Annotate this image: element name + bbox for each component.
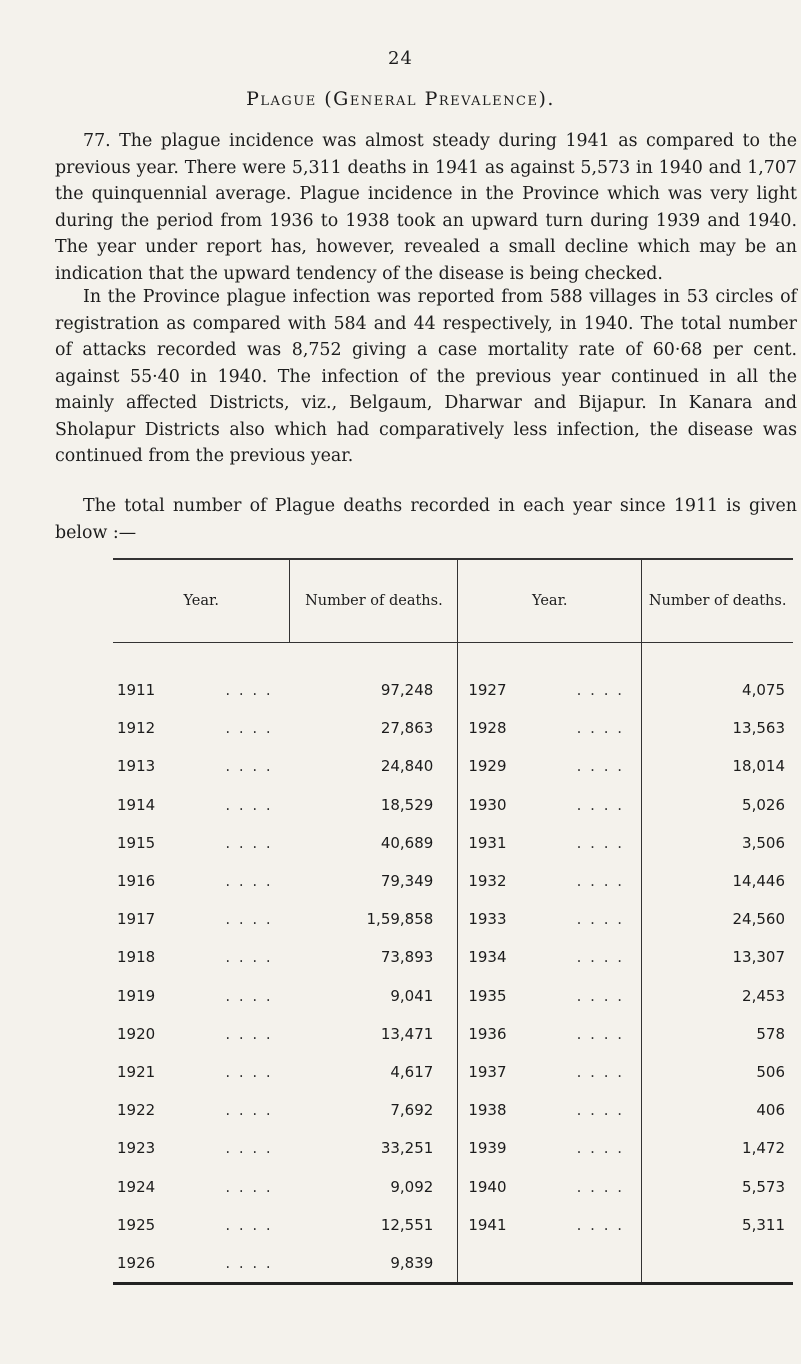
cell-leader-dots: . . . . (225, 795, 273, 814)
cell-leader-dots: . . . . (576, 1101, 625, 1120)
cell-leader-dots: . . . . (225, 833, 273, 852)
cell-deaths-right: 5,026 (642, 786, 793, 824)
table-row (113, 900, 793, 938)
cell-deaths-right: 14,446 (642, 862, 793, 900)
cell-deaths-right: 3,506 (642, 824, 793, 862)
table-row (113, 1091, 793, 1129)
table-row (113, 824, 793, 862)
cell-leader-dots: . . . . (225, 986, 273, 1005)
section-title: Plague (General Prevalence). (246, 88, 555, 110)
cell-year-left: 1912 (117, 719, 156, 738)
table-body (113, 643, 793, 1284)
paragraph-text: The total number of Plague deaths recorded in each year since 1911 is given below :— (55, 496, 797, 543)
cell-deaths-right: 13,307 (642, 938, 793, 976)
cell-year-right: 1932 (468, 872, 507, 891)
paragraph-table-intro (55, 493, 797, 546)
cell-year-right: 1935 (468, 986, 507, 1005)
cell-leader-dots: . . . . (576, 910, 625, 929)
cell-year-left: 1923 (117, 1139, 156, 1158)
cell-year-right: 1937 (468, 1062, 507, 1081)
cell-deaths-left: 12,551 (290, 1206, 458, 1244)
table-row (113, 1244, 793, 1284)
cell-leader-dots: . . . . (576, 872, 625, 891)
cell-deaths-right: 5,573 (642, 1167, 793, 1205)
cell-leader-dots: . . . . (225, 1101, 273, 1120)
cell-deaths-left: 40,689 (290, 824, 458, 862)
cell-year-left: 1918 (117, 948, 156, 967)
cell-leader-dots: . . . . (576, 948, 625, 967)
cell-leader-dots: . . . . (576, 1215, 625, 1234)
table-row (113, 747, 793, 785)
paragraph-77 (55, 128, 797, 287)
table-row (113, 786, 793, 824)
cell-year-left: 1924 (117, 1177, 156, 1196)
cell-year-left: 1917 (117, 910, 156, 929)
cell-leader-dots: . . . . (225, 872, 273, 891)
cell-deaths-left: 9,092 (290, 1167, 458, 1205)
header-year-right: Year. (458, 559, 642, 643)
header-deaths-left: Number of deaths. (290, 559, 458, 643)
cell-deaths-right: 24,560 (642, 900, 793, 938)
cell-year-right: 1931 (468, 833, 507, 852)
cell-leader-dots: . . . . (225, 1062, 273, 1081)
cell-deaths-left: 73,893 (290, 938, 458, 976)
cell-deaths-left: 27,863 (290, 709, 458, 747)
cell-deaths-right (642, 1244, 793, 1284)
cell-year-left: 1925 (117, 1215, 156, 1234)
cell-year-right (458, 1244, 569, 1284)
cell-leader-dots: . . . . (576, 757, 625, 776)
paragraph-text: 77. The plague incidence was almost steady during 1941 as compared to the previous year. There were 5,311 deaths in 1941 as against 5,573 in 1940 and 1,707 the quinquennial average. Plague incidence in the Province which was very light during the period from 1936 to 1938 took an upward turn during 1939 and 1940. The year under report has, however, revealed a small decline which may be an indication that the upward tendency of the disease is being checked. (55, 131, 797, 284)
page-number: 24 (388, 48, 413, 69)
cell-leader-dots: . . . . (576, 719, 625, 738)
cell-deaths-left: 79,349 (290, 862, 458, 900)
cell-deaths-left: 18,529 (290, 786, 458, 824)
cell-year-right: 1930 (468, 795, 507, 814)
cell-leader-dots (569, 1244, 642, 1284)
cell-year-right: 1939 (468, 1139, 507, 1158)
header-deaths-right: Number of deaths. (642, 559, 793, 643)
cell-leader-dots: . . . . (225, 681, 273, 700)
cell-year-right: 1929 (468, 757, 507, 776)
table-row (113, 1015, 793, 1053)
table-row (113, 862, 793, 900)
cell-deaths-right: 4,075 (642, 643, 793, 710)
cell-year-right: 1933 (468, 910, 507, 929)
cell-deaths-left: 97,248 (290, 643, 458, 710)
cell-leader-dots: . . . . (225, 1215, 273, 1234)
plague-deaths-table (113, 558, 793, 1285)
cell-deaths-right: 506 (642, 1053, 793, 1091)
cell-deaths-right: 18,014 (642, 747, 793, 785)
cell-leader-dots: . . . . (576, 1177, 625, 1196)
cell-year-right: 1941 (468, 1215, 507, 1234)
cell-year-left: 1915 (117, 833, 156, 852)
table-row (113, 1053, 793, 1091)
cell-deaths-right: 2,453 (642, 977, 793, 1015)
cell-year-left: 1916 (117, 872, 156, 891)
cell-deaths-left: 4,617 (290, 1053, 458, 1091)
table-row (113, 709, 793, 747)
cell-leader-dots: . . . . (576, 681, 625, 700)
table-row (113, 938, 793, 976)
cell-deaths-left: 9,041 (290, 977, 458, 1015)
cell-deaths-left: 33,251 (290, 1129, 458, 1167)
cell-leader-dots: . . . . (225, 1139, 273, 1158)
cell-leader-dots: . . . . (225, 910, 273, 929)
cell-deaths-left: 7,692 (290, 1091, 458, 1129)
cell-year-right: 1936 (468, 1024, 507, 1043)
cell-leader-dots: . . . . (225, 719, 273, 738)
cell-deaths-left: 13,471 (290, 1015, 458, 1053)
cell-leader-dots: . . . . (576, 986, 625, 1005)
cell-leader-dots: . . . . (576, 1139, 625, 1158)
cell-year-right: 1934 (468, 948, 507, 967)
paragraph-text: In the Province plague infection was reported from 588 villages in 53 circles of registration as compared with 584 and 44 respectively, in 1940. The total number of attacks recorded was 8,752 giving a case mortality rate of 60·68 per cent. against 55·40 in 1940. The infection of the previous year continued in all the mainly affected Districts, viz., Belgaum, Dharwar and Bijapur. In Kanara and Sholapur Districts also which had comparatively less infection, the disease was continued from the previous year. (55, 287, 797, 466)
cell-leader-dots: . . . . (225, 757, 273, 776)
cell-year-left: 1914 (117, 795, 156, 814)
cell-year-right: 1927 (468, 681, 507, 700)
cell-deaths-left: 1,59,858 (290, 900, 458, 938)
cell-leader-dots: . . . . (576, 795, 625, 814)
cell-leader-dots: . . . . (576, 1062, 625, 1081)
cell-deaths-right: 5,311 (642, 1206, 793, 1244)
cell-year-left: 1920 (117, 1024, 156, 1043)
cell-deaths-right: 578 (642, 1015, 793, 1053)
table-row (113, 1129, 793, 1167)
cell-leader-dots: . . . . (225, 1177, 273, 1196)
cell-year-right: 1940 (468, 1177, 507, 1196)
cell-leader-dots: . . . . (576, 1024, 625, 1043)
table-header-row (113, 559, 793, 643)
cell-deaths-left: 9,839 (290, 1244, 458, 1284)
cell-year-left: 1926 (113, 1244, 217, 1284)
header-year-left: Year. (113, 559, 290, 643)
table-row (113, 977, 793, 1015)
cell-deaths-right: 13,563 (642, 709, 793, 747)
cell-year-left: 1921 (117, 1062, 156, 1081)
cell-year-left: 1922 (117, 1101, 156, 1120)
table-row (113, 643, 793, 710)
cell-year-right: 1938 (468, 1101, 507, 1120)
table-row (113, 1206, 793, 1244)
cell-year-left: 1919 (117, 986, 156, 1005)
cell-leader-dots: . . . . (225, 1024, 273, 1043)
cell-deaths-right: 406 (642, 1091, 793, 1129)
cell-leader-dots: . . . . (225, 948, 273, 967)
cell-leader-dots: . . . . (217, 1244, 290, 1284)
table-row (113, 1167, 793, 1205)
cell-year-left: 1913 (117, 757, 156, 776)
paragraph-infection (55, 284, 797, 470)
cell-year-left: 1911 (117, 681, 156, 700)
cell-deaths-right: 1,472 (642, 1129, 793, 1167)
cell-deaths-left: 24,840 (290, 747, 458, 785)
cell-year-right: 1928 (468, 719, 507, 738)
cell-leader-dots: . . . . (576, 833, 625, 852)
